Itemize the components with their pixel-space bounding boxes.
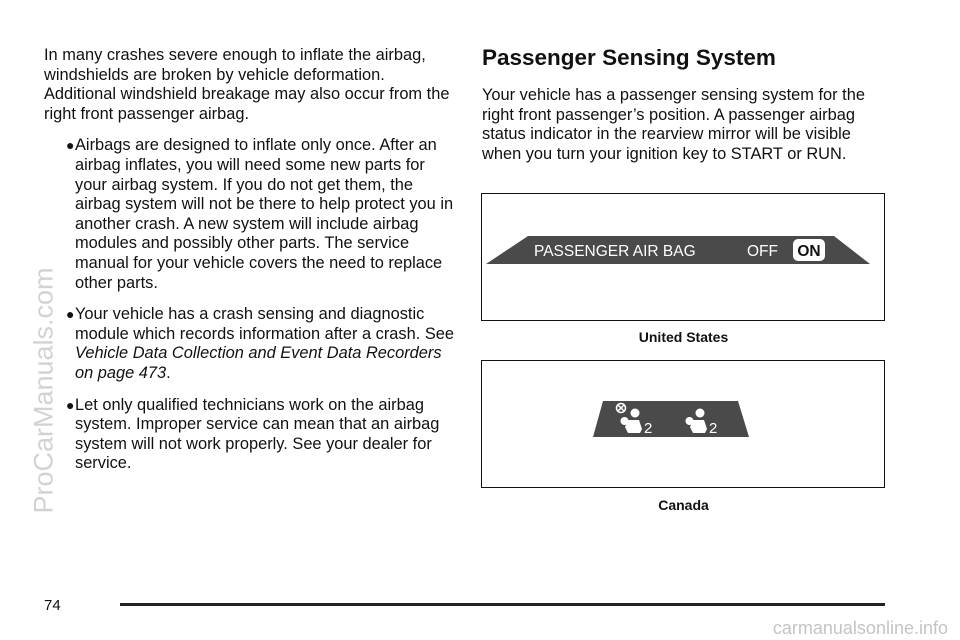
figure-canada: [481, 360, 885, 488]
us-indicator-label: PASSENGER AIR BAG: [534, 243, 696, 260]
right-column: [482, 44, 892, 164]
intro-paragraph: In many crashes severe enough to inflate the airbag, windshields are broken by vehicle deformation. Additional windshield breakage may also occur from the right front passenger airbag.: [44, 46, 450, 123]
bullet-dot: ●: [66, 396, 75, 413]
canada-indicator-illustration: [482, 361, 884, 487]
left-column: [44, 46, 454, 486]
section-paragraph: Your vehicle has a passenger sensing system for the right front passenger’s position. A passenger airbag status indicator in the rearview mirror will be visible when you turn your ignition key to START or RUN.: [482, 86, 865, 163]
us-on-label: ON: [797, 243, 821, 260]
cross-reference-link: Vehicle Data Collection and Event Data Recorders on page 473: [75, 344, 442, 382]
page-number: 74: [44, 597, 61, 614]
section-heading: Passenger Sensing System: [482, 45, 776, 70]
footer-site-link: carmanualsonline.info: [772, 618, 948, 638]
bullet-text: Your vehicle has a crash sensing and diagnostic module which records information after a crash. See: [75, 305, 454, 343]
figure-canada-caption: Canada: [658, 497, 709, 513]
bullet-list: [44, 136, 454, 474]
canada-on-icon-number: 2: [709, 420, 718, 437]
bullet-item: [44, 396, 454, 474]
bullet-dot: ●: [66, 137, 75, 154]
bullet-item: [44, 305, 454, 383]
bullet-text: Airbags are designed to inflate only once. After an airbag inflates, you will need some new parts for your airbag system. If you do not get them, the airbag system will not be there to help protect you in another crash. A new system will include airbag modules and possibly other parts. The service manual for your vehicle covers the need to replace other parts.: [75, 136, 454, 292]
canada-off-icon-number: 2: [644, 420, 653, 437]
bullet-item: [44, 136, 454, 293]
footer-rule: [120, 603, 885, 606]
bullet-text: Let only qualified technicians work on the airbag system. Improper service can mean that an airbag system will not work properly. See your dealer for service.: [75, 395, 440, 473]
bullet-dot: ●: [66, 306, 75, 323]
bullet-text-end: .: [166, 363, 171, 382]
figure-us-caption: United States: [638, 329, 729, 345]
us-indicator-illustration: [482, 194, 884, 320]
us-off-label: OFF: [747, 243, 778, 260]
figure-us: [481, 193, 885, 321]
watermark-text: ProCarManuals.com: [28, 266, 59, 514]
